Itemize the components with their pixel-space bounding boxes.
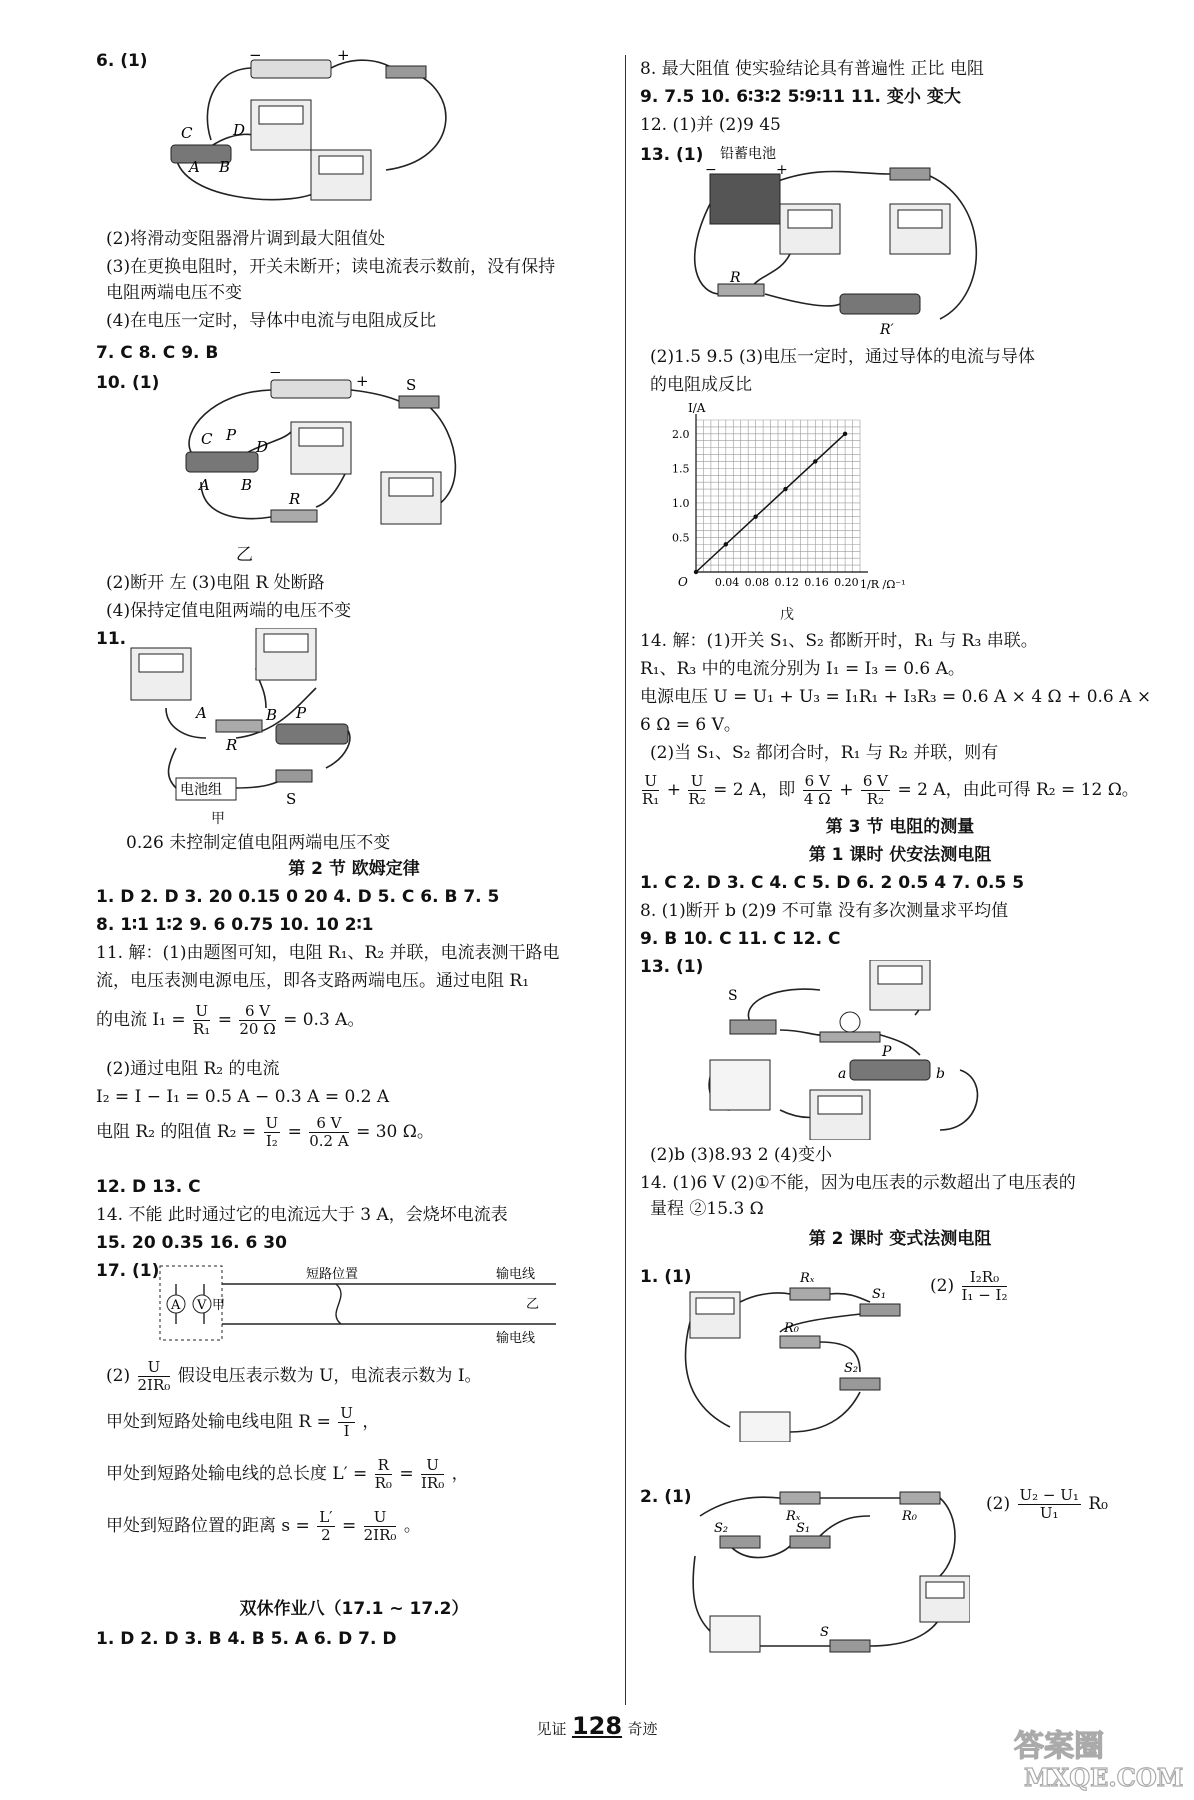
s2-answers-1: 1. D 2. D 3. 20 0.15 0 20 4. D 5. C 6. B 7. 5 <box>96 887 500 907</box>
k2-q1-head: 1. (1) <box>640 1267 692 1287</box>
q10-label-R: R <box>289 490 301 508</box>
r13-label-Rprime: R′ <box>880 322 894 338</box>
q11-label-S: S <box>286 790 297 808</box>
fraction: $\frac{6 V}{20 \Omega}$ <box>239 1002 276 1038</box>
q6-label-D: D <box>233 121 246 139</box>
q10-label-D: D <box>256 438 269 456</box>
s2-q11-line3: 的电流 I₁ = $\frac{U}{\text{R₁}}$ = $\frac{6 V}{20 \Omega}$ = 0.3 A。 <box>96 1002 365 1038</box>
graph-y-tick-label: 2.0 <box>672 427 690 441</box>
q10-label-P: P <box>226 426 237 444</box>
graph-data-point <box>694 570 698 574</box>
q6-p2: (2)将滑动变阻器滑片调到最大阻值处 <box>106 229 386 249</box>
fraction: $\frac{U}{\text{I₂}}$ <box>265 1114 279 1150</box>
page-number: 128 <box>571 1712 623 1740</box>
q11-label-P: P <box>296 704 307 722</box>
graph-x-label: 1/R /Ω⁻¹ <box>860 578 906 591</box>
k2-q2-label-S1: S₁ <box>796 1521 811 1536</box>
graph-x-tick-label: 0.08 <box>744 576 770 589</box>
k1-q13-label-S: S <box>728 988 738 1004</box>
r13-circuit-figure <box>690 144 990 344</box>
fraction: $\frac{6 V}{\text{R₂}}$ <box>862 772 889 808</box>
q10-head: 10. (1) <box>96 373 160 393</box>
lesson-1-title: 第 1 课时 伏安法测电阻 <box>808 845 992 865</box>
graph-origin-label: O <box>678 575 688 589</box>
q17-short-label: 短路位置 <box>306 1267 359 1282</box>
q6-label-C: C <box>181 124 193 142</box>
r14-line4: 6 Ω = 6 V。 <box>640 715 741 735</box>
k1-answers-9-12: 9. B 10. C 11. C 12. C <box>640 929 841 949</box>
graph-data-point <box>753 515 757 519</box>
q6-minus-label: − <box>249 50 262 64</box>
s2-q11-line4: (2)通过电阻 R₂ 的电流 <box>106 1059 280 1079</box>
watermark-logo <box>1008 1720 1188 1792</box>
k1-q13-circuit-figure <box>700 960 1000 1140</box>
graph-data-point <box>813 459 817 463</box>
q17-line3: 甲处到短路处输电线电阻 R = $\frac{U}{I}$ ， <box>106 1404 380 1440</box>
q6-circuit-figure <box>141 50 471 210</box>
q10-caption: 乙 <box>236 545 253 565</box>
s2-answer-14: 14. 不能 此时通过它的电流远大于 3 A，会烧坏电流表 <box>96 1205 508 1225</box>
fraction: $\frac{L'}{2}$ <box>319 1508 333 1544</box>
s2-q11-line6: 电阻 R₂ 的阻值 R₂ = $\frac{U}{\text{I₂}}$ = $\frac{6 V}{0.2 A}$ = 30 Ω。 <box>96 1114 434 1150</box>
lesson-2-title: 第 2 课时 变式法测电阻 <box>808 1229 992 1249</box>
q17-head: 17. (1) <box>96 1261 160 1281</box>
r14-line3: 电源电压 U = U₁ + U₃ = I₁R₁ + I₃R₃ = 0.6 A × 4 Ω + 0.6 A × <box>640 687 1152 707</box>
q6-p3a: (3)在更换电阻时，开关未断开；读电流表示数前，没有保持 <box>106 257 556 277</box>
k2-q2-label-R0: R₀ <box>902 1509 917 1524</box>
footer-right-text: 奇迹 <box>627 1720 658 1738</box>
k2-q2-label-S2: S₂ <box>714 1521 729 1536</box>
k1-q14-line1: 14. (1)6 V (2)①不能，因为电压表的示数超出了电压表的 <box>640 1173 1076 1193</box>
s2-answers-2: 8. 1∶1 1∶2 9. 6 0.75 10. 10 2∶1 <box>96 915 374 935</box>
r-answer-12: 12. (1)并 (2)9 45 <box>640 115 781 135</box>
r14-line2: R₁、R₃ 中的电流分别为 I₁ = I₃ = 0.6 A。 <box>640 659 965 679</box>
k1-q13-label-a: a <box>838 1066 847 1082</box>
fraction: $\frac{6 V}{4 \Omega}$ <box>803 772 831 808</box>
r13-plus-label: + <box>776 162 788 178</box>
q10-plus-label: + <box>356 372 369 390</box>
graph-y-label: I/A <box>688 401 706 415</box>
fraction: $\frac{6 V}{0.2 A}$ <box>309 1114 349 1150</box>
graph-y-tick-label: 0.5 <box>672 531 690 545</box>
k1-answers-1: 1. C 2. D 3. C 4. C 5. D 6. 2 0.5 4 7. 0.5 5 <box>640 873 1025 893</box>
r13-battery-label: 铅蓄电池 <box>720 146 776 162</box>
k2-q2-ans: (2) $\frac{\text{U₂ − U₁}}{\text{U₁}}$ R₀ <box>986 1486 1108 1522</box>
q17-line2: (2) $\frac{U}{\text{2IR₀}}$ 假设电压表示数为 U，电流表示数为 I。 <box>106 1358 482 1394</box>
fraction: $\frac{U}{\text{R₁}}$ <box>642 772 660 808</box>
q11-circuit-figure <box>116 628 376 808</box>
k2-q1-label-S1: S₁ <box>872 1287 887 1302</box>
q11-battery-label: 电池组 <box>180 782 222 798</box>
q10-label-B: B <box>241 476 253 494</box>
r-answers-9-11: 9. 7.5 10. 6∶3∶2 5∶9∶11 11. 变小 变大 <box>640 87 961 107</box>
q17-line5: 甲处到短路位置的距离 s = $\frac{L'}{2}$ = $\frac{U}{\text{2IR₀}}$ 。 <box>106 1508 421 1544</box>
fraction: $\frac{U}{\text{IR₀}}$ <box>420 1456 445 1492</box>
q10-p2: (2)断开 左 (3)电阻 R 处断路 <box>106 573 325 593</box>
r13-minus-label: − <box>705 162 717 178</box>
q6-p3b: 电阻两端电压不变 <box>106 283 242 303</box>
r14-line1: 14. 解：(1)开关 S₁、S₂ 都断开时，R₁ 与 R₃ 串联。 <box>640 631 1038 651</box>
k2-q1-circuit-figure <box>680 1262 920 1442</box>
q10-label-S: S <box>406 376 417 394</box>
r13-label-R: R <box>730 270 741 286</box>
q17-voltmeter-label: V <box>197 1298 207 1313</box>
k1-q13-label-b: b <box>936 1066 945 1082</box>
graph-x-tick-label: 0.04 <box>714 576 740 589</box>
k1-q13-label-P: P <box>882 1044 892 1060</box>
graph-data-point <box>843 432 847 436</box>
k1-answers-8: 8. (1)断开 b (2)9 不可靠 没有多次测量求平均值 <box>640 901 1009 921</box>
graph-data-point <box>724 542 728 546</box>
q17-yi-label: 乙 <box>526 1297 540 1312</box>
q17-ammeter-label: A <box>171 1298 181 1313</box>
q17-wire-bottom-label: 输电线 <box>496 1331 536 1346</box>
graph-caption: 戊 <box>780 607 794 623</box>
k2-q2-head: 2. (1) <box>640 1487 692 1507</box>
k2-q1-label-R0: R₀ <box>784 1321 799 1336</box>
s2-q11-line1: 11. 解：(1)由题图可知，电阻 R₁、R₂ 并联，电流表测干路电 <box>96 943 560 963</box>
fraction: $\frac{U}{I}$ <box>340 1404 353 1440</box>
r13-graph <box>670 400 910 605</box>
section-3-title: 第 3 节 电阻的测量 <box>825 817 975 837</box>
q17-line4: 甲处到短路处输电线的总长度 L′ = $\frac{R}{\text{R₀}}$ = $\frac{U}{\text{IR₀}}$ ， <box>106 1456 469 1492</box>
q10-p4: (4)保持定值电阻两端的电压不变 <box>106 601 352 621</box>
q10-minus-label: − <box>269 372 282 381</box>
column-divider <box>625 55 626 1705</box>
r14-line6: $\frac{U}{\text{R₁}}$ + $\frac{U}{\text{R₂}}$ = 2 A，即 $\frac{6 V}{4 \Omega}$ + $\frac{6 V}{\text{R₂}}$ = 2 A，由此可得 R₂ = 12 Ω。 <box>642 772 1139 808</box>
graph-y-tick-label: 1.0 <box>672 496 690 510</box>
q10-label-A: A <box>199 476 210 494</box>
k2-q2-label-Rx: Rₓ <box>786 1509 801 1524</box>
r14-line5: (2)当 S₁、S₂ 都闭合时，R₁ 与 R₂ 并联，则有 <box>650 743 999 763</box>
graph-x-tick-label: 0.12 <box>774 576 799 589</box>
homework-8-answers: 1. D 2. D 3. B 4. B 5. A 6. D 7. D <box>96 1629 397 1649</box>
q17-jia-label: 甲 <box>212 1298 226 1313</box>
graph-y-tick-label: 1.5 <box>672 462 690 476</box>
q6-head: 6. (1) <box>96 51 148 71</box>
s2-q11-line2: 流，电压表测电源电压，即各支路两端电压。通过电阻 R₁ <box>96 971 530 991</box>
q11-ans: 0.26 未控制定值电阻两端电压不变 <box>126 833 391 853</box>
k1-q14-line2: 量程 ②15.3 Ω <box>650 1199 764 1219</box>
fraction: $\frac{\text{I₂R₀}}{\text{I₁ − I₂}}$ <box>961 1268 1008 1304</box>
r-answer-8: 8. 最大阻值 使实验结论具有普遍性 正比 电阻 <box>640 59 984 79</box>
s2-answers-15-16: 15. 20 0.35 16. 6 30 <box>96 1233 287 1253</box>
footer-left-text: 见证 <box>536 1720 567 1738</box>
fraction: $\frac{\text{U₂ − U₁}}{\text{U₁}}$ <box>1019 1486 1079 1522</box>
q17-short-circuit-figure <box>156 1262 576 1346</box>
q6-p4: (4)在电压一定时，导体中电流与电阻成反比 <box>106 311 437 331</box>
k1-q13-head: 13. (1) <box>640 957 704 977</box>
fraction: $\frac{U}{\text{2IR₀}}$ <box>363 1508 397 1544</box>
k2-q2-label-S: S <box>820 1625 829 1640</box>
q6-plus-label: + <box>337 50 350 64</box>
q11-label-R: R <box>226 736 238 754</box>
k1-q13-ans: (2)b (3)8.93 2 (4)变小 <box>650 1145 833 1165</box>
q11-label-A: A <box>196 704 207 722</box>
q11-head: 11. <box>96 629 127 649</box>
r13-line2: (2)1.5 9.5 (3)电压一定时，通过导体的电流与导体 <box>650 347 1036 367</box>
graph-data-point <box>783 487 787 491</box>
q11-label-B: B <box>266 706 278 724</box>
q6-label-A: A <box>189 158 200 176</box>
section-2-title: 第 2 节 欧姆定律 <box>288 859 420 879</box>
q10-label-C: C <box>201 430 213 448</box>
graph-x-tick-label: 0.16 <box>804 576 829 589</box>
fraction: $\frac{R}{\text{R₀}}$ <box>374 1456 392 1492</box>
r13-head: 13. (1) <box>640 145 704 165</box>
graph-x-tick-label: 0.20 <box>834 576 859 589</box>
q10-circuit-figure <box>141 372 471 542</box>
fraction: $\frac{U}{\text{2IR₀}}$ <box>137 1358 171 1394</box>
k2-q1-label-S2: S₂ <box>844 1361 859 1376</box>
svg-text:答案圈: 答案圈 <box>1014 1729 1104 1764</box>
k2-q1-label-Rx: Rₓ <box>800 1271 815 1286</box>
q6-label-B: B <box>219 158 231 176</box>
q17-wire-top-label: 输电线 <box>496 1267 536 1282</box>
homework-8-title: 双休作业八（17.1 ~ 17.2） <box>239 1599 469 1619</box>
s2-answers-12-13: 12. D 13. C <box>96 1177 201 1197</box>
r13-line3: 的电阻成反比 <box>650 375 752 395</box>
k2-q1-ans: (2) $\frac{\text{I₂R₀}}{\text{I₁ − I₂}}$ <box>930 1268 1008 1304</box>
fraction: $\frac{U}{\text{R₁}}$ <box>193 1002 211 1038</box>
current-vs-conductance-chart <box>670 400 910 605</box>
q11-caption: 甲 <box>211 811 225 827</box>
svg-text:MXQE.COM: MXQE.COM <box>1024 1763 1184 1792</box>
k2-q2-circuit-figure <box>690 1476 970 1666</box>
q7-9-answers: 7. C 8. C 9. B <box>96 343 219 363</box>
fraction: $\frac{U}{\text{R₂}}$ <box>688 772 706 808</box>
s2-q11-line5: I₂ = I − I₁ = 0.5 A − 0.3 A = 0.2 A <box>96 1087 390 1107</box>
